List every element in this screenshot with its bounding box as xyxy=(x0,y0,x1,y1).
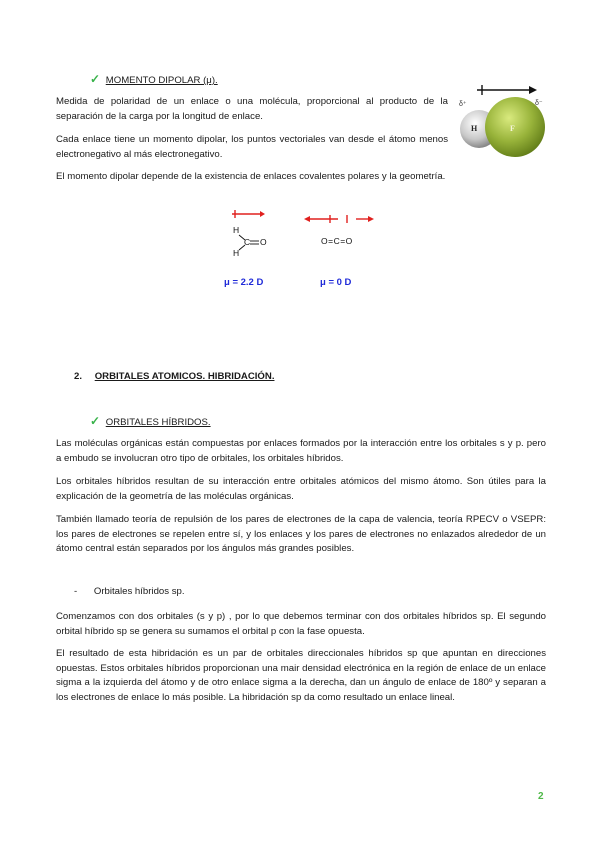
section-2-title-row xyxy=(74,371,274,382)
delta-minus-label: δ⁻ xyxy=(535,100,543,107)
co2-figure xyxy=(300,205,390,295)
formaldehyde-h-top: H xyxy=(233,225,240,235)
formaldehyde-h-bottom: H xyxy=(233,248,240,258)
sp-paragraph-1: Comenzamos con dos orbitales (s y p) , por lo que debemos terminar con dos orbitales híbridos sp. El segundo orbital híbrido sp se genera su sumamos el orbital p con la fase opuesta. xyxy=(56,611,546,637)
checkmark-icon: ✓ xyxy=(90,72,101,86)
sp-paragraph-2: El resultado de esta hibridación es un par de orbitales direccionales híbridos sp que apuntan en direcciones opuestas. Estos orbitales híbridos proporcionan una mair densidad electrónica en la región de enlace de un enlace sigma a la izquierda del átomo y de otro enlace sigma a la derecha, dan un ángulo de enlace de 180º y separan a los electrones de enlace lo más posible. La hibridación sp da como resultado un enlace lineal. xyxy=(56,648,546,703)
co2-mu-label: μ = 0 D xyxy=(320,277,352,288)
formaldehyde-carbon: C xyxy=(244,237,251,247)
hf-molecule-figure xyxy=(455,80,555,160)
hybrid-paragraph-1: Las moléculas orgánicas están compuestas por enlaces formados por la interacción entre los orbitales s y p. pero a embudo se involucran otro tipo de orbitales, los orbitales híbridos. xyxy=(56,438,546,464)
co2-dipole-arrows xyxy=(300,205,390,235)
formaldehyde-figure xyxy=(222,205,282,295)
sp-heading-row xyxy=(74,586,185,597)
page-number: 2 xyxy=(538,791,544,802)
co2-formula: O=C=O xyxy=(321,236,353,246)
checkmark-icon: ✓ xyxy=(90,414,101,428)
delta-plus-label: δ⁺ xyxy=(459,101,467,108)
hf-molecule-drawing xyxy=(455,80,555,160)
formaldehyde-bonds xyxy=(222,205,282,265)
dipole-paragraph-1: Medida de polaridad de un enlace o una molécula, proporcional al producto de la separación de la carga por la longitud de enlace. xyxy=(56,96,448,122)
dipole-paragraph-2: Cada enlace tiene un momento dipolar, los puntos vectoriales van desde el átomo menos electronegativo al más electronegativo. xyxy=(56,134,448,160)
dipole-paragraph-3: El momento dipolar depende de la existencia de enlaces covalentes polares y la geometría. xyxy=(56,171,446,182)
formaldehyde-oxygen: O xyxy=(260,237,267,247)
sp-bullet: - xyxy=(74,586,78,597)
hybrid-heading: ORBITALES HÍBRIDOS. xyxy=(105,417,211,428)
dipole-heading-row xyxy=(90,72,218,86)
hydrogen-atom-label: H xyxy=(471,124,478,133)
section-2-title: ORBITALES ATOMICOS. HIBRIDACIÓN. xyxy=(94,371,275,382)
hybrid-paragraph-3: También llamado teoría de repulsión de los pares de electrones de la capa de valencia, teoría RPECV o VSEPR: los pares de electrones se repelen entre sí, y los enlaces y los pares de electrones no enlazados alrededor de un átomo central están separados por los ángulos más grandes posibles. xyxy=(56,514,546,555)
section-2-number: 2. xyxy=(74,371,83,382)
dipole-heading: MOMENTO DIPOLAR (μ). xyxy=(105,75,218,86)
fluorine-atom-label: F xyxy=(510,124,515,133)
sp-heading: Orbitales híbridos sp. xyxy=(93,586,185,597)
formaldehyde-mu-label: μ = 2.2 D xyxy=(224,277,264,288)
hybrid-heading-row xyxy=(90,414,211,428)
hybrid-paragraph-2: Los orbitales híbridos resultan de su interacción entre orbitales atómicos del mismo átomo. Son útiles para la explicación de la geometría de las moléculas orgánicas. xyxy=(56,476,546,502)
